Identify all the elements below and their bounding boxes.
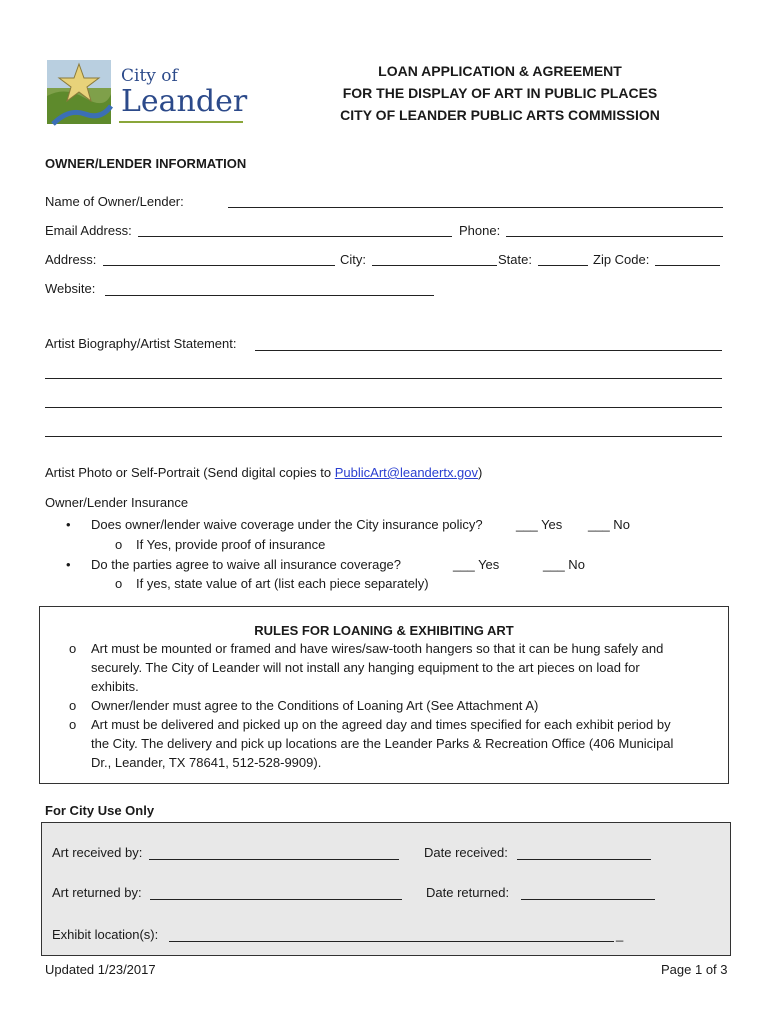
insurance-heading: Owner/Lender Insurance: [45, 495, 189, 510]
state-label: State:: [498, 252, 532, 267]
updated-date: Updated 1/23/2017: [45, 962, 156, 977]
photo-text: Artist Photo or Self-Portrait (Send digital copies to: [45, 465, 335, 480]
owner-section-heading: OWNER/LENDER INFORMATION: [45, 156, 247, 171]
website-label: Website:: [45, 281, 96, 296]
phone-label: Phone:: [459, 223, 501, 238]
sub-bullet-icon: o: [69, 717, 77, 732]
address-label: Address:: [45, 252, 97, 267]
name-label: Name of Owner/Lender:: [45, 194, 184, 209]
date-returned-field[interactable]: [521, 899, 655, 900]
sub-bullet-icon: o: [69, 641, 77, 656]
public-art-email-link[interactable]: PublicArt@leandertx.gov: [334, 465, 479, 480]
rules-box: [39, 606, 729, 784]
name-field[interactable]: [228, 207, 723, 208]
insurance-q1: Does owner/lender waive coverage under the City insurance policy?: [91, 517, 483, 532]
rule-1-line-2: securely. The City of Leander will not install any hanging equipment to the art pieces on load for: [91, 660, 640, 675]
photo-close: ): [478, 465, 483, 480]
exhibit-location-label: Exhibit location(s):: [52, 927, 159, 942]
rules-title: RULES FOR LOANING & EXHIBITING ART: [254, 623, 514, 638]
bio-field-line-4[interactable]: [45, 436, 722, 437]
rule-3-line-1: Art must be delivered and picked up on the agreed day and times specified for each exhibit period by: [91, 717, 671, 732]
title-line-1: LOAN APPLICATION & AGREEMENT: [378, 63, 622, 79]
phone-field[interactable]: [506, 236, 723, 237]
logo-line1: City of: [121, 66, 178, 86]
rule-1-line-3: exhibits.: [91, 679, 139, 694]
q2-no-option[interactable]: ___ No: [543, 557, 585, 572]
date-received-label: Date received:: [424, 845, 508, 860]
insurance-q2: Do the parties agree to waive all insurance coverage?: [91, 557, 402, 572]
returned-by-field[interactable]: [150, 899, 402, 900]
logo-line2: Leander: [121, 84, 248, 119]
title-line-3: CITY OF LEANDER PUBLIC ARTS COMMISSION: [340, 107, 660, 123]
sub-bullet-icon: o: [115, 537, 123, 552]
city-logo: [45, 56, 248, 128]
exhibit-location-trail: _: [616, 927, 624, 942]
website-field[interactable]: [105, 295, 434, 296]
photo-instruction: [45, 465, 482, 481]
received-by-field[interactable]: [149, 859, 399, 860]
zip-field[interactable]: [655, 265, 720, 266]
returned-by-label: Art returned by:: [52, 885, 142, 900]
exhibit-location-field[interactable]: [169, 941, 614, 942]
sub-bullet-icon: o: [69, 698, 77, 713]
q1-yes-option[interactable]: ___ Yes: [516, 517, 563, 532]
bio-field-line-3[interactable]: [45, 407, 722, 408]
email-label: Email Address:: [45, 223, 132, 238]
rule-3-line-3: Dr., Leander, TX 78641, 512-528-9909).: [91, 755, 322, 770]
city-use-box: [41, 822, 731, 956]
title-line-2: FOR THE DISPLAY OF ART IN PUBLIC PLACES: [342, 85, 658, 101]
bio-field-line-1[interactable]: [255, 350, 722, 351]
page-number: Page 1 of 3: [661, 962, 728, 977]
rule-1-line-1: Art must be mounted or framed and have wires/saw-tooth hangers so that it can be hung safely and: [91, 641, 664, 656]
bio-label: Artist Biography/Artist Statement:: [45, 336, 237, 351]
q1-no-option[interactable]: ___ No: [588, 517, 630, 532]
address-field[interactable]: [103, 265, 335, 266]
rule-3-line-2: the City. The delivery and pick up locations are the Leander Parks & Recreation Office (406 Municipal: [91, 736, 674, 751]
city-use-heading: For City Use Only: [45, 803, 155, 818]
state-field[interactable]: [538, 265, 588, 266]
bio-field-line-2[interactable]: [45, 378, 722, 379]
city-label: City:: [340, 252, 366, 267]
received-by-label: Art received by:: [52, 845, 143, 860]
date-returned-label: Date returned:: [426, 885, 510, 900]
insurance-q2-sub: If yes, state value of art (list each piece separately): [136, 576, 429, 591]
sub-bullet-icon: o: [115, 576, 123, 591]
city-field[interactable]: [372, 265, 497, 266]
q2-yes-option[interactable]: ___ Yes: [453, 557, 500, 572]
rule-2: Owner/lender must agree to the Conditions of Loaning Art (See Attachment A): [91, 698, 539, 713]
bullet-dot-icon: •: [66, 517, 71, 532]
insurance-q1-sub: If Yes, provide proof of insurance: [136, 537, 326, 552]
bullet-dot-icon: •: [66, 557, 71, 572]
document-title: [290, 60, 710, 126]
email-field[interactable]: [138, 236, 452, 237]
zip-label: Zip Code:: [593, 252, 650, 267]
date-received-field[interactable]: [517, 859, 651, 860]
